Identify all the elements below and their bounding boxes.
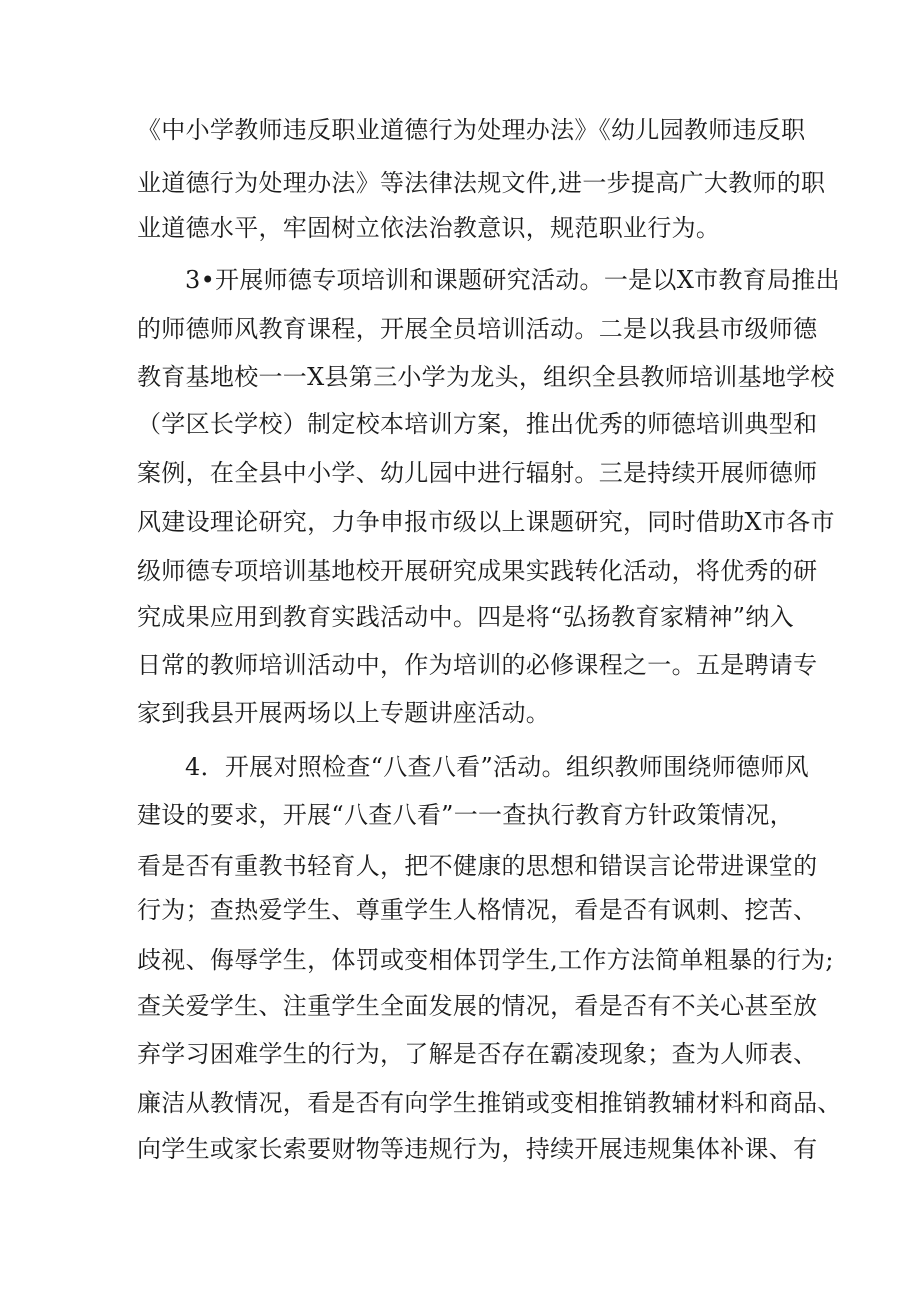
text-line: 看是否有重教书轻育人，把不健康的思想和错误言论带进课堂的 bbox=[137, 852, 818, 880]
text-line: 廉洁从教情况，看是否有向学生推销或变相推销教辅材料和商品、 bbox=[137, 1089, 842, 1117]
text-line: 查关爱学生、注重学生全面发展的情况，看是否有不关心甚至放 bbox=[137, 992, 818, 1020]
text-line: 业道德行为处理办法》等法律法规文件,进一步提高广大教师的职 bbox=[137, 169, 826, 197]
text-line: 歧视、侮辱学生，体罚或变相体罚学生,工作方法简单粗暴的行为; bbox=[137, 946, 834, 974]
text-line: 日常的教师培训活动中，作为培训的必修课程之一。五是聘请专 bbox=[137, 651, 818, 679]
text-line: 行为；查热爱学生、尊重学生人格情况，看是否有讽刺、挖苦、 bbox=[137, 896, 818, 924]
text-line: 《中小学教师违反职业道德行为处理办法》《幼儿园教师违反职 bbox=[137, 116, 806, 144]
text-line: 业道德水平，牢固树立依法治教意识，规范职业行为。 bbox=[137, 214, 721, 242]
text-line: 风建设理论研究，力争申报市级以上课题研究，同时借助X市各市 bbox=[137, 508, 835, 536]
paragraph-4-first-line: 4．开展对照检查“八查八看”活动。组织教师围绕师德师风 bbox=[185, 753, 809, 781]
text-line: 建设的要求，开展“八查八看”一一查执行教育方针政策情况， bbox=[137, 801, 794, 829]
text-line: 家到我县开展两场以上专题讲座活动。 bbox=[137, 699, 551, 727]
text-line: 向学生或家长索要财物等违规行为，持续开展违规集体补课、有 bbox=[137, 1135, 818, 1163]
text-line: 弃学习困难学生的行为，了解是否存在霸凌现象；查为人师表、 bbox=[137, 1040, 818, 1068]
text-line: 究成果应用到教育实践活动中。四是将“弘扬教育家精神”纳入 bbox=[137, 603, 794, 631]
text-line: 教育基地校一一X县第三小学为龙头，组织全县教师培训基地学校 bbox=[137, 363, 835, 391]
paragraph-3-first-line: 3•开展师德专项培训和课题研究活动。一是以X市教育局推出 bbox=[185, 266, 840, 294]
text-line: （学区长学校）制定校本培训方案，推出优秀的师德培训典型和 bbox=[137, 410, 818, 438]
text-line: 的师德师风教育课程，开展全员培训活动。二是以我县市级师德 bbox=[137, 315, 818, 343]
text-line: 案例，在全县中小学、幼儿园中进行辐射。三是持续开展师德师 bbox=[137, 459, 818, 487]
text-line: 级师德专项培训基地校开展研究成果实践转化活动，将优秀的研 bbox=[137, 557, 818, 585]
